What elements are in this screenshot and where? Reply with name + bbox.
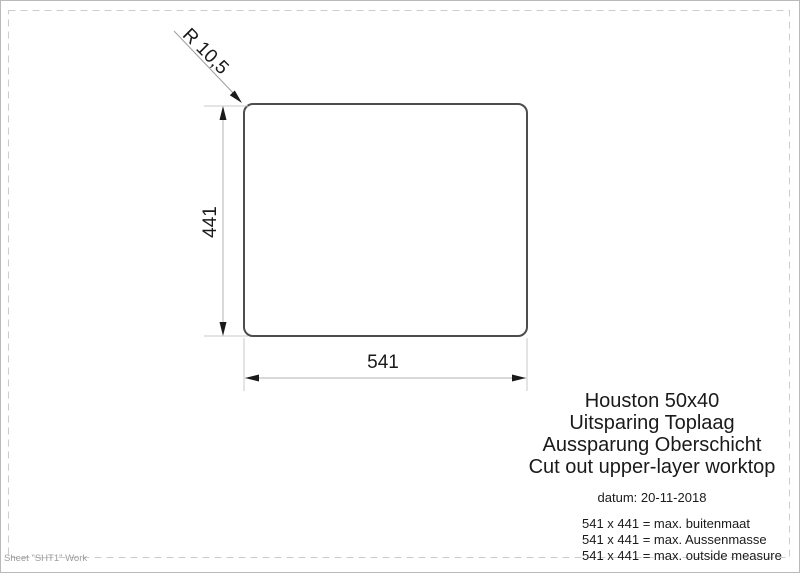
measure-line-nl: 541 x 441 = max. buitenmaat	[582, 516, 751, 531]
arrow-up-icon	[220, 106, 227, 120]
width-dimension-label: 541	[367, 352, 399, 373]
title-line-nl: Uitsparing Toplaag	[569, 412, 735, 434]
measure-line-de: 541 x 441 = max. Aussenmasse	[582, 532, 767, 547]
title-block	[507, 390, 797, 478]
arrow-down-icon	[220, 322, 227, 336]
cutout-rectangle	[244, 104, 527, 336]
arrow-right-icon	[512, 375, 526, 382]
product-name: Houston 50x40	[584, 390, 720, 412]
height-dimension-label: 441	[200, 206, 221, 238]
arrow-left-icon	[245, 375, 259, 382]
radius-dimension-label: R 10,5	[178, 24, 233, 79]
date-label: datum: 20-11-2018	[597, 490, 707, 505]
title-line-de: Aussparung Oberschicht	[542, 434, 762, 456]
title-line-en: Cut out upper-layer worktop	[528, 456, 776, 478]
arrow-leader-icon	[230, 91, 242, 104]
sheet-name-label: Sheet "SHT1" Work	[4, 553, 88, 564]
measure-line-en: 541 x 441 = max. outside measure	[582, 548, 782, 563]
measures-block	[582, 516, 782, 564]
